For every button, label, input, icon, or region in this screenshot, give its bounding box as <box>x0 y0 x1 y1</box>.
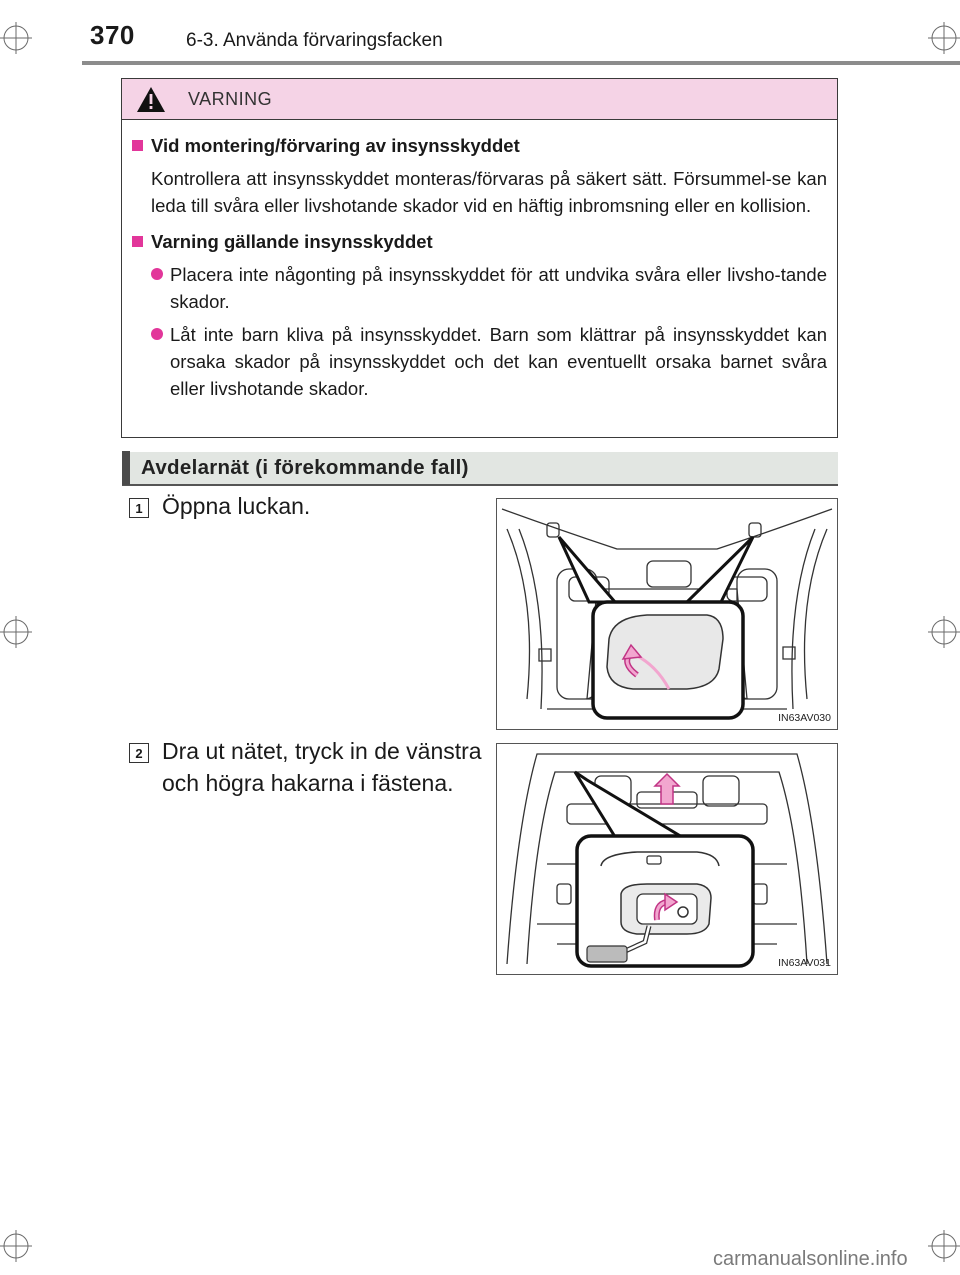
crop-mark-bottom-left <box>0 1222 40 1275</box>
step-text-2: Dra ut nätet, tryck in de vänstra och högra hakarna i fästena. <box>162 738 482 796</box>
step-number-1: 1 <box>129 498 149 518</box>
illustration-open-lid <box>496 498 838 730</box>
car-interior-illustration <box>497 499 837 729</box>
warning-body <box>122 120 837 402</box>
circle-bullet-icon <box>151 328 163 340</box>
circle-bullet-icon <box>151 268 163 280</box>
square-bullet-icon <box>132 236 143 247</box>
square-bullet-icon <box>132 140 143 151</box>
section-bar <box>122 451 130 485</box>
warning-triangle-icon <box>136 86 166 113</box>
section-header <box>122 452 838 486</box>
step-number-2: 2 <box>129 743 149 763</box>
illustration-code: IN63AV031 <box>778 957 831 969</box>
warning-heading-text: Vid montering/förvaring av insynsskyddet <box>151 135 520 156</box>
warning-header <box>122 79 837 120</box>
page-number: 370 <box>90 20 135 50</box>
warning-heading-text: Varning gällande insynsskyddet <box>151 231 433 252</box>
warning-bullet-text: Låt inte barn kliva på insynsskyddet. Barn som klättrar på insynsskyddet kan orsaka skador på insynsskyddet och det kan eventuellt orsaka barnet svåra eller livshotande skador. <box>170 324 827 399</box>
warning-bullet <box>132 321 827 402</box>
illustration-pull-net <box>496 743 838 975</box>
crop-mark-top-right <box>924 0 960 60</box>
warning-label: VARNING <box>188 88 273 109</box>
section-title: Avdelarnät (i förekommande fall) <box>141 456 469 479</box>
warning-bullet <box>132 261 827 315</box>
warning-bullet-text: Placera inte någonting på insynsskyddet för att undvika svåra eller livsho-tande skador. <box>170 264 827 312</box>
header-rule <box>82 61 960 65</box>
warning-paragraph: Kontrollera att insynsskyddet monteras/förvaras på säkert sätt. Försummel-se kan leda till svåra eller livshotande skador vid en häftig inbromsning eller en kollision. <box>151 168 827 216</box>
crop-mark-mid-right <box>924 612 960 652</box>
watermark: carmanualsonline.info <box>713 1248 908 1270</box>
illustration-code: IN63AV030 <box>778 712 831 724</box>
crop-mark-bottom-right <box>924 1222 960 1275</box>
step-text-1: Öppna luckan. <box>162 493 311 519</box>
crop-mark-top-left <box>0 0 40 60</box>
chapter-title: 6-3. Använda förvaringsfacken <box>186 30 443 51</box>
warning-box <box>121 78 838 438</box>
cargo-area-illustration <box>497 744 837 974</box>
warning-heading-mounting <box>132 132 827 159</box>
crop-mark-mid-left <box>0 612 40 652</box>
warning-heading-cover <box>132 228 827 255</box>
